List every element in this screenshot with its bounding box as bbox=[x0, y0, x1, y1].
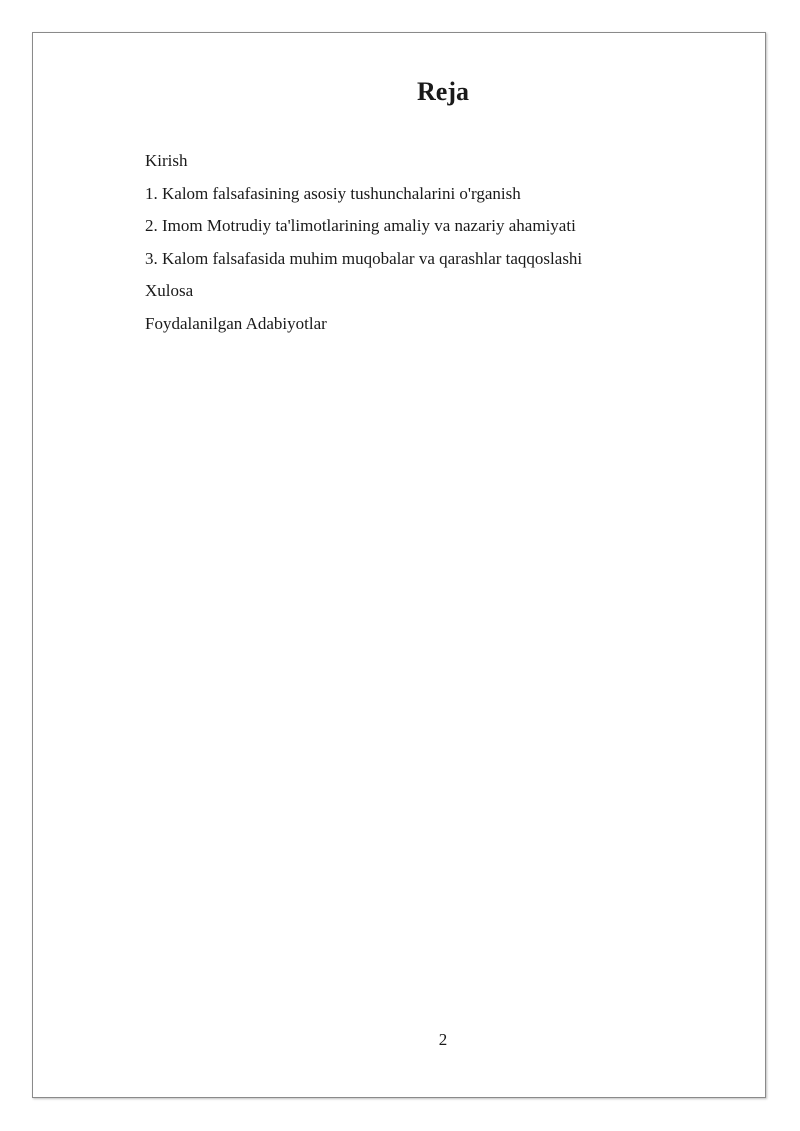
toc-item-3: 3. Kalom falsafasida muhim muqobalar va qarashlar taqqoslashi bbox=[145, 248, 583, 268]
page-title: Reja bbox=[417, 77, 469, 106]
toc-item-introduction: Kirish bbox=[145, 151, 188, 170]
toc-item-1: 1. Kalom falsafasining asosiy tushunchalarini o'rganish bbox=[145, 183, 521, 203]
page-number: 2 bbox=[438, 1030, 448, 1049]
toc-item-references: Foydalanilgan Adabiyotlar bbox=[145, 313, 327, 333]
toc-item-conclusion: Xulosa bbox=[145, 281, 194, 300]
toc-item-2: 2. Imom Motrudiy ta'limotlarining amaliy va nazariy ahamiyati bbox=[145, 216, 576, 235]
table-of-contents bbox=[145, 145, 582, 340]
